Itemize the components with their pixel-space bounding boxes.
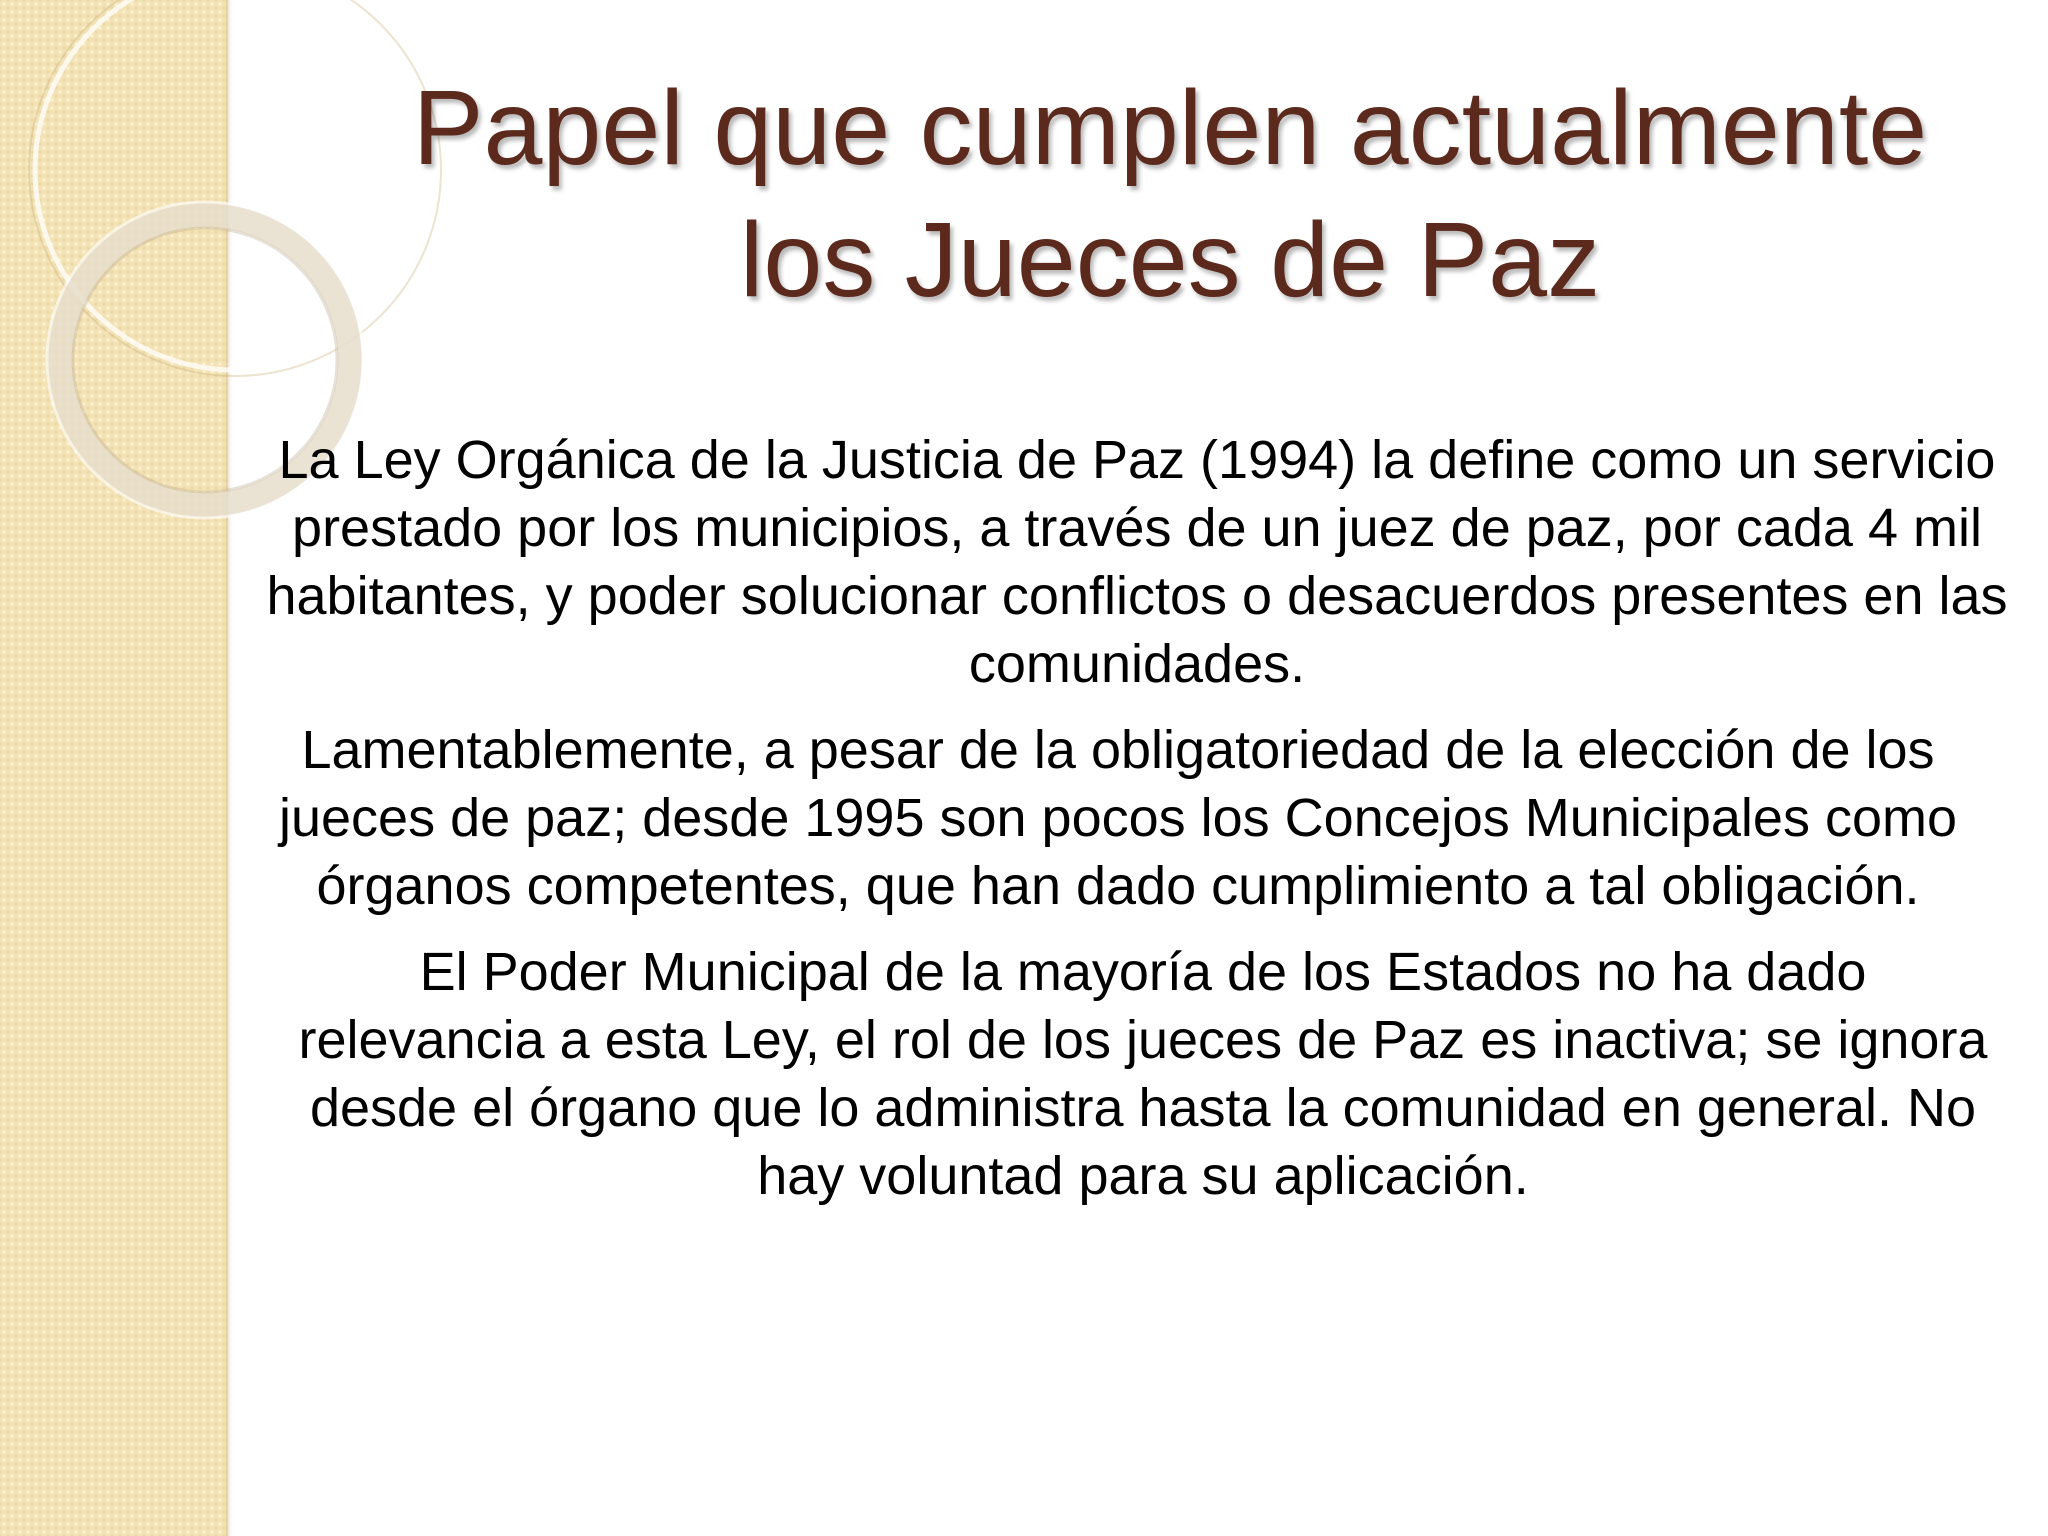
paragraph-lamentablemente: Lamentablemente, a pesar de la obligatoriedad de la elección de los jueces de paz; desde 1995 son pocos los Concejos Municipales como órganos competentes, que han dado cumplimiento a tal obligación. bbox=[278, 720, 1957, 916]
title-line-2: los Jueces de Paz bbox=[739, 201, 1601, 319]
paragraph-ley-organica: La Ley Orgánica de la Justicia de Paz (1994) la define como un servicio prestado por los municipios, a través de un juez de paz, por cada 4 mil habitantes, y poder solucionar conflictos o desacuerdos presentes en las comunidades. bbox=[266, 430, 2008, 694]
paragraph-poder-municipal: El Poder Municipal de la mayoría de los Estados no ha dado relevancia a esta Ley, el rol de los jueces de Paz es inactiva; se ignora desde el órgano que lo administra hasta la comunidad en general. No hay voluntad para su aplicación. bbox=[298, 942, 1988, 1206]
title-line-1: Papel que cumplen actualmente bbox=[412, 69, 1928, 187]
slide-body bbox=[228, 426, 2048, 1228]
slide-title bbox=[300, 62, 2040, 326]
decorative-left-band bbox=[0, 0, 228, 1536]
